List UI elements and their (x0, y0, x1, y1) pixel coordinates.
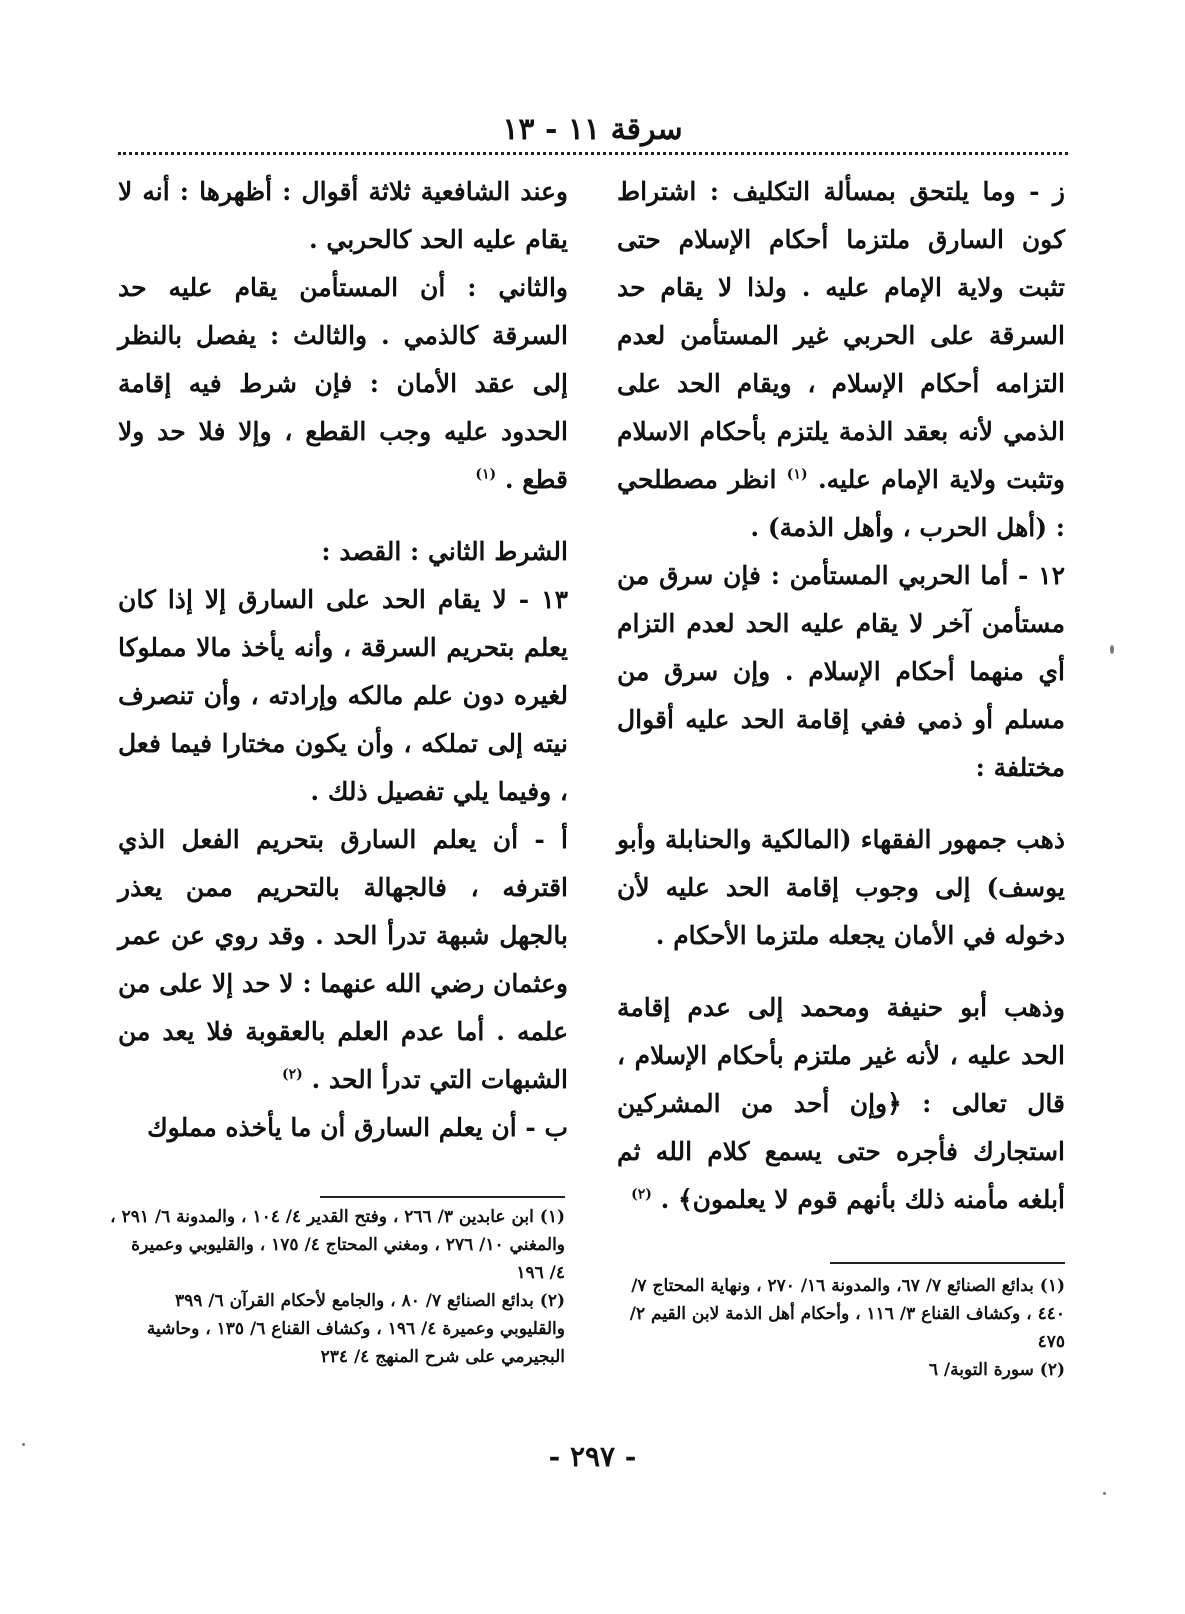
footnote-ref[interactable]: (١) (786, 466, 808, 483)
paragraph-abu-hanifa: وذهب أبو حنيفة ومحمد إلى عدم إقامة الحد عليه ، لأنه غير ملتزم بأحكام الإسلام ، قال تعالى : ﴿وإن أحد من المشركين استجارك فأجره حتى يسمع كلام الله ثم أبلغه مأمنه ذلك بأنهم قوم لا يعلمون﴾ . $^{(٢)}$ (617, 993, 1065, 1214)
footnote-ref[interactable]: (٢) (282, 1066, 303, 1083)
footnote-divider-right (830, 1262, 1065, 1264)
header-divider (118, 152, 1068, 155)
paragraph-tazkiyah: ز - وما يلتحق بمسألة التكليف : اشتراط كون السارق ملتزما أحكام الإسلام حتى تثبت ولاية الإمام عليه . ولذا لا يقام حد السرقة على الحربي غير المستأمن لعدم التزامه أحكام الإسلام ، ويقام الحد على الذمي لأنه بعقد الذمة يلتزم بأحكام الاسلام وتثبت ولاية الإمام عليه. $^{(١)}$ انظر مصطلحي : (أهل الحرب ، وأهل الذمة) . (617, 177, 1065, 542)
right-column (617, 168, 1065, 1224)
footnote-item: (١) ابن عابدين ٣/ ٢٦٦ ، وفتح القدير ٤/ ١٠٤ ، والمدونة ٦/ ٢٩١ ، والمغني ١٠/ ٢٧٦ ، ومغني المحتاج ٤/ ١٧٥ ، والقليوبي وعميرة ٤/ ١٩٦ (110, 1207, 565, 1283)
footnote-ref[interactable]: (١) (475, 466, 497, 483)
footnote-item: (١) بدائع الصنائع ٧/ ٦٧، والمدونة ١٦/ ٢٧٠ ، ونهاية المحتاج ٧/ ٤٤٠ ، وكشاف القناع ٣/ ١١٦ ، وأحكام أهل الذمة لابن القيم ٢/ ٤٧٥ (629, 1276, 1065, 1352)
footnote-item: (٢) سورة التوبة/ ٦ (928, 1360, 1065, 1380)
scan-speck (1103, 1492, 1106, 1495)
paragraph-13: ١٣ - لا يقام الحد على السارق إلا إذا كان يعلم بتحريم السرقة ، وأنه يأخذ مالا مملوكا لغيره دون علم مالكه وإرادته ، وأن تنصرف نيته إلى تملكه ، وأن يكون مختارا فيما فعل ، وفيما يلي تفصيل ذلك . (118, 585, 568, 806)
paragraph-ba: ب - أن يعلم السارق أن ما يأخذه مملوك (147, 1113, 568, 1142)
scan-speck (22, 1443, 25, 1446)
left-column (118, 168, 568, 1152)
section-heading-intent: الشرط الثاني : القصد : (321, 537, 568, 566)
page-number: - ٢٩٧ - (548, 1440, 637, 1473)
paragraph-second-third: والثاني : أن المستأمن يقام عليه حد السرقة كالذمي . والثالث : يفصل بالنظر إلى عقد الأمان : فإن شرط فيه إقامة الحدود عليه وجب القطع ، وإلا فلا حد ولا قطع . $^{(١)}$ (118, 273, 568, 494)
scan-speck (1110, 645, 1114, 654)
footnotes-right (610, 1272, 1065, 1384)
paragraph-shafiiyya: وعند الشافعية ثلاثة أقوال : أظهرها : أنه لا يقام عليه الحد كالحربي . (118, 177, 568, 254)
paragraph-12: ١٢ - أما الحربي المستأمن : فإن سرق من مستأمن آخر لا يقام عليه الحد لعدم التزام أي منهما أحكام الإسلام . وإن سرق من مسلم أو ذمي ففي إقامة الحد عليه أقوال مختلفة : (617, 561, 1065, 782)
paragraph-alif: أ - أن يعلم السارق بتحريم الفعل الذي اقترفه ، فالجهالة بالتحريم ممن يعذر بالجهل شبهة تدرأ الحد . وقد روي عن عمر وعثمان رضي الله عنهما : لا حد إلا على من علمه . أما عدم العلم بالعقوبة فلا يعد من الشبهات التي تدرأ الحد . $^{(٢)}$ (118, 825, 568, 1094)
footnotes-left (110, 1203, 565, 1371)
footnote-item: (٢) بدائع الصنائع ٧/ ٨٠ ، والجامع لأحكام القرآن ٦/ ٣٩٩ والقليوبي وعميرة ٤/ ١٩٦ ، وكشاف القناع ٦/ ١٣٥ ، وحاشية البجيرمي على شرح المنهج ٤/ ٢٣٤ (146, 1291, 565, 1367)
page-header-title: سرقة ١١ - ١٣ (502, 112, 683, 147)
footnote-divider-left (320, 1196, 565, 1198)
paragraph-jumhur: ذهب جمهور الفقهاء (المالكية والحنابلة وأبو يوسف) إلى وجوب إقامة الحد عليه لأن دخوله في الأمان يجعله ملتزما الأحكام . (617, 825, 1065, 950)
footnote-ref[interactable]: (٢) (631, 1186, 652, 1203)
